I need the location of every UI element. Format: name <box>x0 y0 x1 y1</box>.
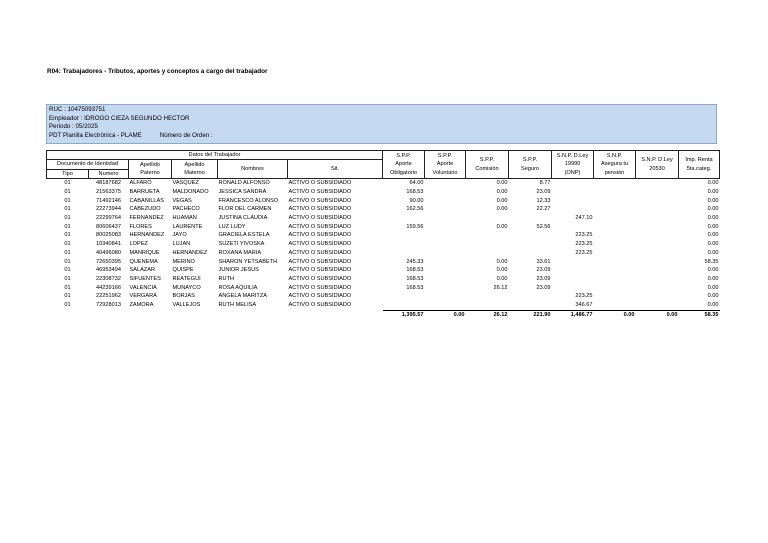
cell-spp-voluntario <box>425 292 466 301</box>
cell-tipo: 01 <box>64 284 71 291</box>
cell-renta-5ta: 0.00 <box>707 267 719 274</box>
cell-spp-comision: 0.00 <box>496 258 508 265</box>
cell-apellido-paterno: QUENEMA <box>129 258 158 265</box>
total-oblig: 1,395.57 <box>383 310 425 319</box>
cell-nombres: LUZ LUDY <box>218 223 246 230</box>
cell-snp-asegura <box>594 249 636 258</box>
cell-numero: 72928013 <box>96 302 121 309</box>
total-seg: 221.90 <box>509 310 552 319</box>
cell-spp-seguro: 8.77 <box>539 180 551 187</box>
cell-apellido-paterno: VERGARA <box>129 293 157 300</box>
cell-snp-19990 <box>552 266 594 275</box>
period-line: Periodo : 05/2025 <box>49 123 98 131</box>
header-datos-trabajador: Datos del Trabajador <box>47 151 383 160</box>
cell-renta-5ta: 58.35 <box>704 258 719 265</box>
cell-tipo: 01 <box>64 241 71 248</box>
cell-apellido-paterno: LOPEZ <box>129 241 148 248</box>
cell-spp-comision: 0.00 <box>496 197 508 204</box>
cell-numero: 72650395 <box>96 258 121 265</box>
cell-spp-comision: 0.00 <box>496 180 508 187</box>
cell-spp-voluntario <box>425 258 466 267</box>
cell-spp-seguro <box>509 301 552 310</box>
cell-sit: ACTIVO O SUBSIDIADO <box>288 197 352 204</box>
header-spp-comision: S.P.P. Comisión <box>466 151 509 179</box>
table-row <box>47 240 720 249</box>
table-body <box>47 179 720 320</box>
cell-spp-obligatorio: 162.56 <box>406 206 424 213</box>
cell-snp-19990 <box>552 275 594 284</box>
cell-spp-obligatorio: 168.53 <box>406 267 424 274</box>
cell-apellido-materno: MERINO <box>172 258 195 265</box>
cell-renta-5ta: 0.00 <box>707 249 719 256</box>
cell-sit: ACTIVO O SUBSIDIADO <box>288 267 352 274</box>
cell-tipo: 01 <box>64 232 71 239</box>
cell-numero: 44239166 <box>96 284 121 291</box>
header-spp-seguro: S.P.P. Seguro <box>509 151 552 179</box>
cell-spp-seguro <box>509 249 552 258</box>
cell-numero: 22299764 <box>96 215 121 222</box>
cell-snp-20530 <box>636 231 679 240</box>
table-row <box>47 179 720 188</box>
cell-spp-comision: 0.00 <box>496 223 508 230</box>
cell-apellido-paterno: FERNANDEZ <box>129 215 164 222</box>
cell-apellido-materno: QUISPE <box>172 267 194 274</box>
cell-spp-voluntario <box>425 231 466 240</box>
pdt-label: PDT Planilla Electrónica - PLAME <box>49 131 142 139</box>
totals-row <box>47 310 720 319</box>
cell-tipo: 01 <box>64 197 71 204</box>
cell-apellido-materno: HERNANDEZ <box>172 249 208 256</box>
cell-snp-20530 <box>636 240 679 249</box>
cell-spp-obligatorio: 90.00 <box>409 197 424 204</box>
cell-snp-asegura <box>594 223 636 232</box>
cell-spp-obligatorio: 159.56 <box>406 223 424 230</box>
cell-snp-19990 <box>552 223 594 232</box>
cell-snp-19990 <box>552 258 594 267</box>
cell-spp-voluntario <box>425 223 466 232</box>
cell-snp-20530 <box>636 284 679 293</box>
cell-nombres: ANGELA MARITZA <box>218 293 267 300</box>
cell-nombres: SUZETI YIVOSKA <box>218 241 265 248</box>
cell-sit: ACTIVO O SUBSIDIADO <box>288 215 352 222</box>
cell-spp-obligatorio <box>383 301 425 310</box>
cell-sit: ACTIVO O SUBSIDIADO <box>288 258 352 265</box>
total-com: 26.12 <box>466 310 509 319</box>
cell-spp-voluntario <box>425 275 466 284</box>
cell-spp-obligatorio <box>383 249 425 258</box>
cell-renta-5ta: 0.00 <box>707 223 719 230</box>
cell-tipo: 01 <box>64 275 71 282</box>
cell-spp-comision <box>466 249 509 258</box>
cell-spp-comision: 26.12 <box>493 284 508 291</box>
total-vol: 0.00 <box>425 310 466 319</box>
cell-snp-19990 <box>552 205 594 214</box>
cell-snp-asegura <box>594 205 636 214</box>
cell-spp-comision: 0.00 <box>496 267 508 274</box>
cell-nombres: ROSA AQUILIA <box>218 284 258 291</box>
cell-spp-voluntario <box>425 301 466 310</box>
cell-spp-seguro: 52.56 <box>536 223 551 230</box>
table-row <box>47 275 720 284</box>
header-snp-asegura: S.N.P. Asegura tu pensión <box>594 151 636 179</box>
cell-spp-seguro <box>509 214 552 223</box>
cell-nombres: SHARON YETSABETH <box>218 258 278 265</box>
cell-tipo: 01 <box>64 180 71 187</box>
cell-spp-comision: 0.00 <box>496 275 508 282</box>
cell-spp-seguro: 12.33 <box>536 197 551 204</box>
cell-spp-voluntario <box>425 214 466 223</box>
cell-spp-seguro: 23.09 <box>536 275 551 282</box>
header-spp-obligatorio: S.P.P. Aporte Obligatorio <box>383 151 425 179</box>
cell-snp-asegura <box>594 301 636 310</box>
table-row <box>47 197 720 206</box>
cell-spp-comision: 0.00 <box>496 188 508 195</box>
cell-spp-seguro <box>509 240 552 249</box>
cell-sit: ACTIVO O SUBSIDIADO <box>288 302 352 309</box>
cell-apellido-paterno: CABEZUDO <box>129 206 161 213</box>
cell-snp-asegura <box>594 188 636 197</box>
cell-nombres: RUTH <box>218 275 235 282</box>
cell-snp-asegura <box>594 284 636 293</box>
cell-spp-comision <box>466 301 509 310</box>
cell-snp-asegura <box>594 231 636 240</box>
cell-nombres: FRANCESCO ALONSO <box>218 197 279 204</box>
cell-apellido-materno: LUJAN <box>172 241 191 248</box>
employer-info-box <box>46 104 717 144</box>
cell-snp-19990: 223.25 <box>575 293 593 300</box>
cell-nombres: GRACIELA ESTELA <box>218 232 270 239</box>
cell-spp-obligatorio: 168.53 <box>406 275 424 282</box>
cell-nombres: RUTH MELISA <box>218 302 257 309</box>
cell-spp-voluntario <box>425 188 466 197</box>
cell-renta-5ta: 0.00 <box>707 293 719 300</box>
cell-apellido-materno: REATEGUI <box>172 275 201 282</box>
cell-numero: 71492146 <box>96 197 121 204</box>
cell-spp-comision <box>466 240 509 249</box>
table-row <box>47 231 720 240</box>
cell-sit: ACTIVO O SUBSIDIADO <box>288 284 352 291</box>
cell-nombres: RONALD ALFONSO <box>218 180 270 187</box>
cell-renta-5ta: 0.00 <box>707 206 719 213</box>
cell-snp-19990: 223.25 <box>575 232 593 239</box>
table-row <box>47 284 720 293</box>
total-d20530: 0.00 <box>636 310 679 319</box>
header-spp-voluntario: S.P.P. Aporte Voluntario <box>425 151 466 179</box>
cell-apellido-materno: VALLEJOS <box>172 302 201 309</box>
cell-snp-asegura <box>594 197 636 206</box>
cell-snp-20530 <box>636 292 679 301</box>
cell-sit: ACTIVO O SUBSIDIADO <box>288 232 352 239</box>
cell-spp-seguro <box>509 231 552 240</box>
table-row <box>47 301 720 310</box>
header-tipo: Tipo <box>47 169 89 178</box>
cell-spp-voluntario <box>425 284 466 293</box>
cell-spp-obligatorio <box>383 240 425 249</box>
ruc-line: RUC : 10475093751 <box>49 106 106 113</box>
cell-spp-comision: 0.00 <box>496 206 508 213</box>
cell-snp-20530 <box>636 197 679 206</box>
table-row <box>47 258 720 267</box>
cell-spp-comision <box>466 231 509 240</box>
cell-renta-5ta: 0.00 <box>707 232 719 239</box>
cell-tipo: 01 <box>64 215 71 222</box>
cell-sit: ACTIVO O SUBSIDIADO <box>288 188 352 195</box>
cell-spp-seguro: 23.09 <box>536 188 551 195</box>
cell-apellido-paterno: FLORES <box>129 223 152 230</box>
cell-nombres: ROXANA MARIA <box>218 249 262 256</box>
cell-renta-5ta: 0.00 <box>707 215 719 222</box>
cell-spp-seguro: 33.61 <box>536 258 551 265</box>
cell-snp-19990: 223.25 <box>575 249 593 256</box>
cell-tipo: 01 <box>64 258 71 265</box>
cell-snp-asegura <box>594 275 636 284</box>
cell-tipo: 01 <box>64 188 71 195</box>
cell-apellido-materno: MALDONADO <box>172 188 209 195</box>
cell-spp-seguro: 22.27 <box>536 206 551 213</box>
cell-sit: ACTIVO O SUBSIDIADO <box>288 241 352 248</box>
cell-spp-voluntario <box>425 266 466 275</box>
cell-sit: ACTIVO O SUBSIDIADO <box>288 275 352 282</box>
cell-spp-obligatorio <box>383 214 425 223</box>
cell-snp-asegura <box>594 240 636 249</box>
cell-tipo: 01 <box>64 223 71 230</box>
cell-apellido-materno: MUNAYCO <box>172 284 201 291</box>
header-apellido-materno: Apellido Materno <box>172 160 218 179</box>
header-documento: Documento de Identidad <box>47 160 129 169</box>
workers-table <box>46 150 720 319</box>
cell-sit: ACTIVO O SUBSIDIADO <box>288 223 352 230</box>
cell-numero: 80606437 <box>96 223 121 230</box>
header-sit: Sit. <box>288 160 383 179</box>
header-nombres: Nombres <box>218 160 288 179</box>
cell-snp-19990 <box>552 284 594 293</box>
cell-spp-voluntario <box>425 249 466 258</box>
cell-snp-19990 <box>552 188 594 197</box>
cell-snp-20530 <box>636 205 679 214</box>
table-row <box>47 188 720 197</box>
cell-sit: ACTIVO O SUBSIDIADO <box>288 293 352 300</box>
cell-tipo: 01 <box>64 206 71 213</box>
cell-snp-20530 <box>636 188 679 197</box>
table-row <box>47 223 720 232</box>
employer-line: Empleador : IDROGO CIEZA SEGUNDO HECTOR <box>49 114 190 122</box>
cell-numero: 48187682 <box>96 180 121 187</box>
cell-renta-5ta: 0.00 <box>707 284 719 291</box>
table-row <box>47 266 720 275</box>
cell-snp-19990 <box>552 197 594 206</box>
cell-tipo: 01 <box>64 267 71 274</box>
cell-apellido-materno: BORJAS <box>172 293 195 300</box>
cell-apellido-paterno: MANRIQUE <box>129 249 160 256</box>
cell-snp-20530 <box>636 223 679 232</box>
header-renta-5ta: Imp. Renta 5ta.categ. <box>679 151 720 179</box>
cell-sit: ACTIVO O SUBSIDIADO <box>288 180 352 187</box>
cell-spp-voluntario <box>425 197 466 206</box>
cell-nombres: JUSTINA CLAUDIA <box>218 215 268 222</box>
total-asegura: 0.00 <box>594 310 636 319</box>
cell-apellido-paterno: ZAMORA <box>129 302 154 309</box>
cell-spp-obligatorio <box>383 292 425 301</box>
cell-snp-19990 <box>552 179 594 188</box>
table-row <box>47 292 720 301</box>
cell-spp-seguro <box>509 292 552 301</box>
cell-numero: 22251962 <box>96 293 121 300</box>
cell-snp-20530 <box>636 301 679 310</box>
cell-spp-obligatorio: 245.33 <box>406 258 424 265</box>
cell-snp-20530 <box>636 258 679 267</box>
header-numero: Numero <box>89 169 129 178</box>
totals-spacer <box>47 310 383 319</box>
cell-apellido-paterno: SALAZAR <box>129 267 155 274</box>
cell-renta-5ta: 0.00 <box>707 197 719 204</box>
cell-renta-5ta: 0.00 <box>707 275 719 282</box>
cell-snp-20530 <box>636 179 679 188</box>
cell-spp-comision <box>466 214 509 223</box>
table-row <box>47 249 720 258</box>
cell-numero: 46953494 <box>96 267 121 274</box>
cell-numero: 21563375 <box>96 188 121 195</box>
cell-snp-asegura <box>594 266 636 275</box>
cell-tipo: 01 <box>64 302 71 309</box>
header-snp-20530: S.N.P. D.Ley 20530 <box>636 151 679 179</box>
total-renta: 58.35 <box>679 310 720 319</box>
cell-spp-voluntario <box>425 179 466 188</box>
pdt-line <box>49 132 714 141</box>
cell-apellido-materno: VASQUEZ <box>172 180 199 187</box>
table-row <box>47 205 720 214</box>
cell-spp-obligatorio: 168.53 <box>406 284 424 291</box>
cell-spp-voluntario <box>425 240 466 249</box>
cell-apellido-paterno: ALFARO <box>129 180 152 187</box>
cell-numero: 10340841 <box>96 241 121 248</box>
cell-snp-20530 <box>636 275 679 284</box>
cell-numero: 40496080 <box>96 249 121 256</box>
cell-spp-obligatorio: 168.53 <box>406 188 424 195</box>
cell-spp-obligatorio: 64.00 <box>409 180 424 187</box>
cell-snp-19990: 223.25 <box>575 241 593 248</box>
cell-apellido-materno: LAURENTE <box>172 223 203 230</box>
cell-renta-5ta: 0.00 <box>707 302 719 309</box>
cell-spp-seguro: 23.09 <box>536 284 551 291</box>
cell-snp-20530 <box>636 214 679 223</box>
cell-apellido-paterno: BARRUETA <box>129 188 160 195</box>
cell-sit: ACTIVO O SUBSIDIADO <box>288 206 352 213</box>
cell-snp-19990: 346.67 <box>575 302 593 309</box>
cell-apellido-paterno: CABANILLAS <box>129 197 165 204</box>
cell-spp-voluntario <box>425 205 466 214</box>
report-title: R04: Trabajadores - Tributos, aportes y conceptos a cargo del trabajador <box>47 68 268 75</box>
cell-snp-19990: 247.10 <box>575 215 593 222</box>
cell-spp-obligatorio <box>383 231 425 240</box>
cell-spp-comision <box>466 292 509 301</box>
cell-snp-asegura <box>594 258 636 267</box>
cell-nombres: JUNIOR JESUS <box>218 267 259 274</box>
header-apellido-paterno: Apellido Paterno <box>129 160 172 179</box>
cell-apellido-materno: PACHECO <box>172 206 200 213</box>
cell-snp-20530 <box>636 266 679 275</box>
cell-renta-5ta: 0.00 <box>707 188 719 195</box>
cell-tipo: 01 <box>64 249 71 256</box>
cell-renta-5ta: 0.00 <box>707 180 719 187</box>
cell-apellido-materno: VEGAS <box>172 197 192 204</box>
cell-renta-5ta: 0.00 <box>707 241 719 248</box>
cell-numero: 22308732 <box>96 275 121 282</box>
cell-snp-asegura <box>594 179 636 188</box>
cell-tipo: 01 <box>64 293 71 300</box>
cell-spp-seguro: 23.09 <box>536 267 551 274</box>
cell-apellido-materno: HUAMAN <box>172 215 197 222</box>
cell-numero: 22273944 <box>96 206 121 213</box>
header-snp-19990: S.N.P. D.Ley 19990 (ONP) <box>552 151 594 179</box>
cell-snp-asegura <box>594 214 636 223</box>
total-onp: 1,486.77 <box>552 310 594 319</box>
table-row <box>47 214 720 223</box>
cell-apellido-paterno: HERNANDEZ <box>129 232 165 239</box>
cell-apellido-paterno: SIFUENTES <box>129 275 161 282</box>
order-number-label: Número de Orden : <box>159 131 213 139</box>
cell-nombres: JESSICA SANDRA <box>218 188 267 195</box>
cell-apellido-materno: JAYO <box>172 232 187 239</box>
cell-numero: 80025083 <box>96 232 121 239</box>
cell-snp-20530 <box>636 249 679 258</box>
cell-nombres: FLOR DEL CARMEN <box>218 206 272 213</box>
cell-snp-asegura <box>594 292 636 301</box>
cell-sit: ACTIVO O SUBSIDIADO <box>288 249 352 256</box>
cell-apellido-paterno: VALENCIA <box>129 284 157 291</box>
